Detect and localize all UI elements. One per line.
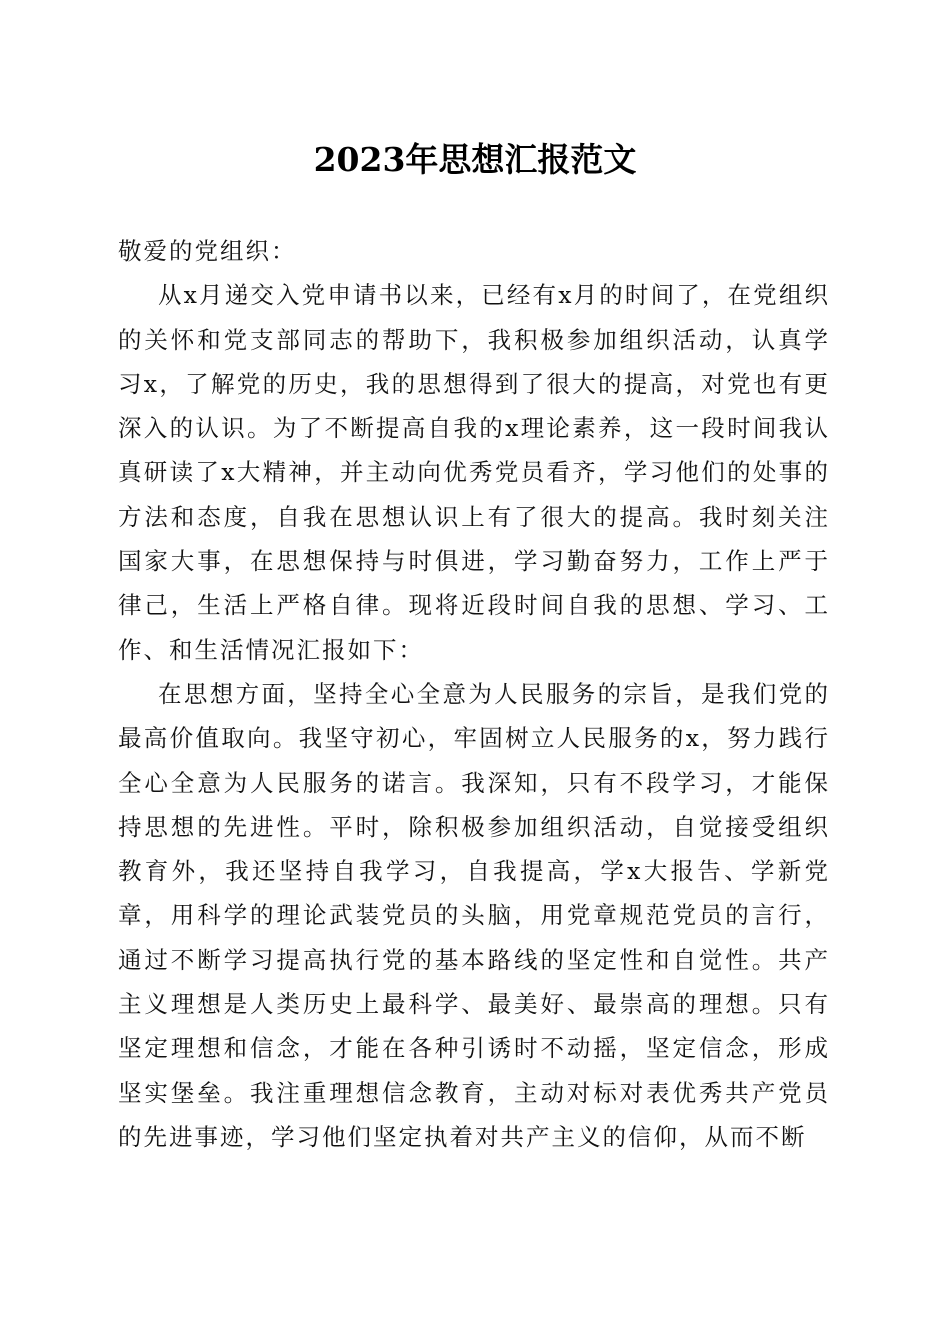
document-body (118, 229, 830, 1159)
paragraph-thought: 在思想方面，坚持全心全意为人民服务的宗旨，是我们党的最高价值取向。我坚守初心，牢固树立人民服务的x，努力践行全心全意为人民服务的诺言。我深知，只有不段学习，才能保持思想的先进性。平时，除积极参加组织活动，自觉接受组织教育外，我还坚持自我学习，自我提高，学x大报告、学新党章，用科学的理论武装党员的头脑，用党章规范党员的言行，通过不断学习提高执行党的基本路线的坚定性和自觉性。共产主义理想是人类历史上最科学、最美好、最崇高的理想。只有坚定理想和信念，才能在各种引诱时不动摇，坚定信念，形成坚实堡垒。我注重理想信念教育，主动对标对表优秀共产党员的先进事迹，学习他们坚定执着对共产主义的信仰，从而不断 (118, 679, 830, 1151)
document-title: 2023年思想汇报范文 (313, 140, 637, 179)
salutation: 敬爱的党组织： (118, 237, 297, 265)
paragraph-intro: 从x月递交入党申请书以来，已经有x月的时间了，在党组织的关怀和党支部同志的帮助下，我积极参加组织活动，认真学习x，了解党的历史，我的思想得到了很大的提高，对党也有更深入的认识。为了不断提高自我的x理论素养，这一段时间我认真研读了x大精神，并主动向优秀党员看齐，学习他们的处事的方法和态度，自我在思想认识上有了很大的提高。我时刻关注国家大事，在思想保持与时俱进，学习勤奋努力，工作上严于律己，生活上严格自律。现将近段时间自我的思想、学习、工作、和生活情况汇报如下： (118, 281, 830, 664)
